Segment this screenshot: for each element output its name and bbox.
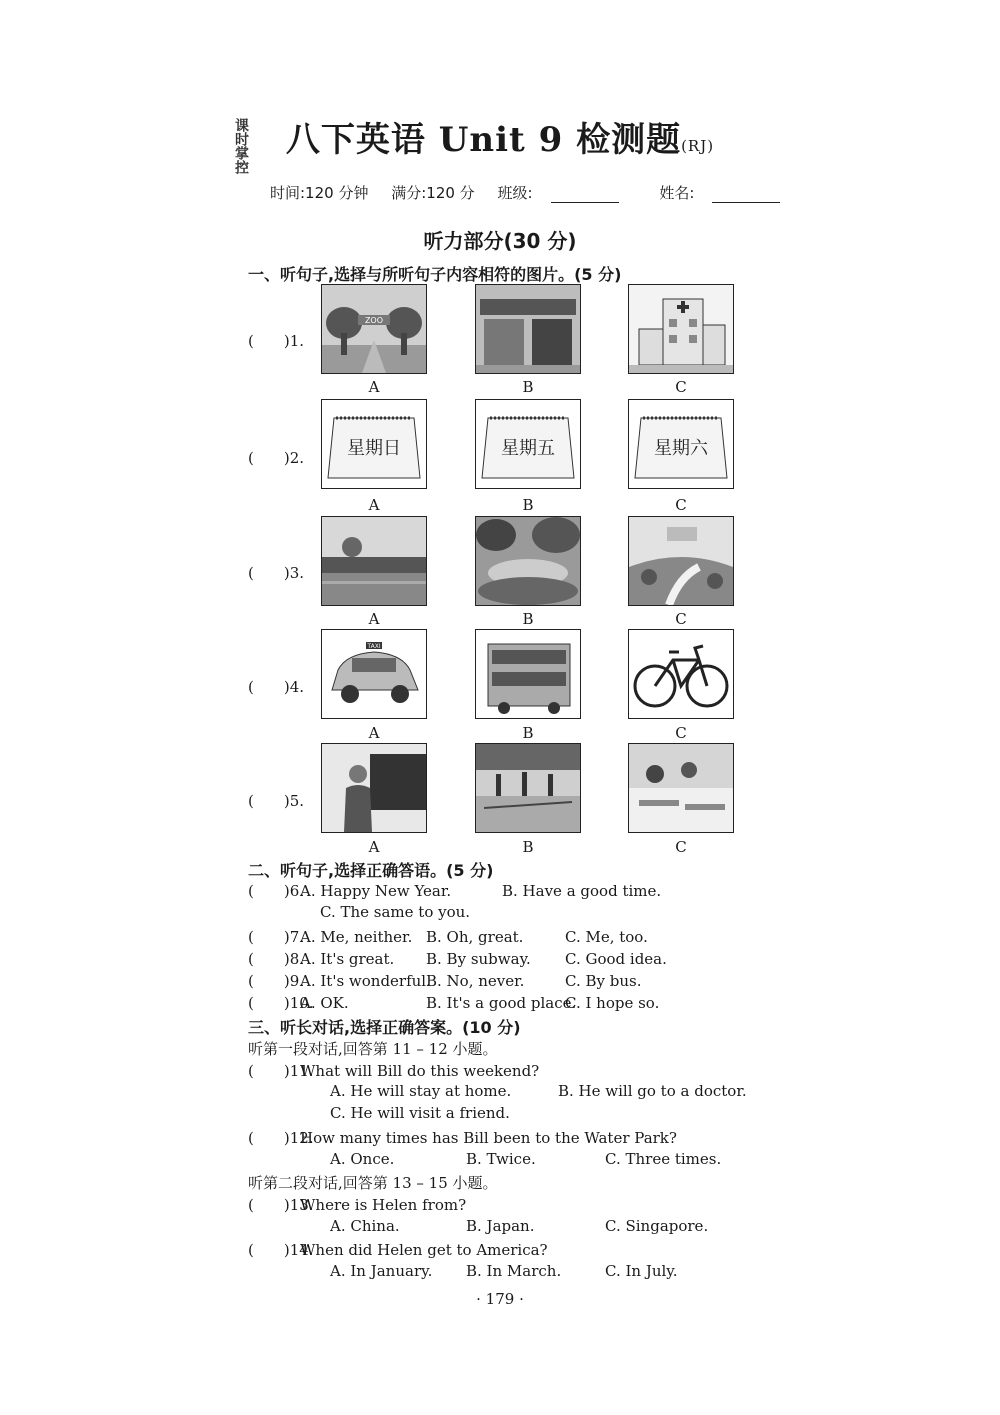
question-11-option-c[interactable]: C. He will visit a friend.	[330, 1104, 510, 1122]
question-9	[248, 970, 641, 991]
part1-heading: 一、听句子,选择与所听句子内容相符的图片。(5 分)	[248, 265, 622, 284]
listening-section-title: 听力部分(30 分)	[423, 229, 577, 253]
taxi-sign: TAXI	[367, 643, 381, 650]
question-9-option-a[interactable]: A. It's wonderful.	[300, 972, 431, 990]
classroom-image[interactable]	[628, 743, 734, 833]
question-13-option-a[interactable]: A. China.	[330, 1217, 400, 1235]
question-7-num: ( )7.	[248, 928, 305, 946]
option-letter-b: B	[522, 496, 534, 514]
question-9-num: ( )9.	[248, 972, 305, 990]
zoo-sign: ZOO	[364, 316, 384, 325]
hospital-image[interactable]	[628, 284, 734, 374]
question-14-option-a[interactable]: A. In January.	[330, 1262, 433, 1280]
question-11-options	[330, 1082, 747, 1100]
question-14-num: ( )14.	[248, 1241, 314, 1259]
question-13-options	[330, 1217, 708, 1235]
option-letter-b: B	[522, 838, 534, 856]
option-letter-c: C	[675, 724, 687, 742]
calendar-saturday-text: 星期六	[654, 438, 708, 459]
option-letter-a: A	[368, 610, 380, 628]
question-14-options	[330, 1262, 678, 1280]
option-letter-a: A	[368, 378, 380, 396]
class-blank[interactable]	[551, 188, 619, 203]
bicycle-image[interactable]	[628, 629, 734, 719]
question-7	[248, 926, 648, 947]
option-letter-c: C	[675, 496, 687, 514]
question-5-label: ( )5.	[248, 792, 305, 810]
dialog1-intro: 听第一段对话,回答第 11 – 12 小题。	[248, 1040, 498, 1058]
calendar-saturday[interactable]	[628, 399, 734, 489]
dialog2-intro: 听第二段对话,回答第 13 – 15 小题。	[248, 1174, 498, 1192]
option-letter-a: A	[368, 838, 380, 856]
bus-image[interactable]	[475, 629, 581, 719]
zoo-image[interactable]	[321, 284, 427, 374]
question-3-label: ( )3.	[248, 564, 305, 582]
question-12-option-b[interactable]: B. Twice.	[466, 1150, 536, 1168]
question-9-option-c[interactable]: C. By bus.	[565, 972, 642, 990]
question-14-option-c[interactable]: C. In July.	[605, 1262, 678, 1280]
question-12-option-a[interactable]: A. Once.	[330, 1150, 395, 1168]
question-12-text: How many times has Bill been to the Water Park?	[300, 1129, 677, 1147]
question-4-label: ( )4.	[248, 678, 305, 696]
question-10-option-a[interactable]: A. OK.	[300, 994, 349, 1012]
question-1-label: ( )1.	[248, 332, 305, 350]
amusement-park-image[interactable]	[628, 516, 734, 606]
time-info: 时间:120 分钟	[270, 184, 369, 202]
option-letter-b: B	[522, 378, 534, 396]
option-letter-a: A	[368, 724, 380, 742]
title-text: 八下英语 Unit 9 检测题	[285, 120, 682, 160]
question-13-option-b[interactable]: B. Japan.	[466, 1217, 535, 1235]
question-13-option-c[interactable]: C. Singapore.	[605, 1217, 709, 1235]
calendar-friday[interactable]	[475, 399, 581, 489]
question-11	[248, 1060, 539, 1081]
question-12-option-c[interactable]: C. Three times.	[605, 1150, 722, 1168]
option-letter-c: C	[675, 378, 687, 396]
question-2-label: ( )2.	[248, 449, 305, 467]
calendar-sunday-text: 星期日	[347, 438, 401, 459]
name-blank[interactable]	[712, 188, 780, 203]
question-8-option-a[interactable]: A. It's great.	[300, 950, 395, 968]
question-8-option-c[interactable]: C. Good idea.	[565, 950, 667, 968]
part2-heading: 二、听句子,选择正确答语。(5 分)	[248, 861, 494, 880]
playground-image[interactable]	[475, 743, 581, 833]
question-8	[248, 948, 667, 969]
question-6-num: ( )6.	[248, 882, 305, 900]
question-10	[248, 992, 659, 1013]
question-14-option-b[interactable]: B. In March.	[466, 1262, 562, 1280]
question-8-num: ( )8.	[248, 950, 305, 968]
score-info: 满分:120 分	[391, 184, 475, 202]
option-letter-c: C	[675, 838, 687, 856]
page-number: · 179 ·	[476, 1290, 524, 1308]
part3-heading: 三、听长对话,选择正确答案。(10 分)	[248, 1018, 521, 1037]
question-12-num: ( )12.	[248, 1129, 314, 1147]
question-6-option-b[interactable]: B. Have a good time.	[502, 882, 662, 900]
question-7-option-a[interactable]: A. Me, neither.	[300, 928, 413, 946]
option-letter-b: B	[522, 610, 534, 628]
question-11-num: ( )11.	[248, 1062, 314, 1080]
question-14	[248, 1239, 548, 1260]
teacher-image[interactable]	[321, 743, 427, 833]
question-12	[248, 1127, 677, 1148]
question-11-text: What will Bill do this weekend?	[300, 1062, 540, 1080]
question-13-num: ( )13.	[248, 1196, 314, 1214]
taxi-image[interactable]	[321, 629, 427, 719]
question-13-text: Where is Helen from?	[300, 1196, 467, 1214]
option-letter-c: C	[675, 610, 687, 628]
question-11-option-b[interactable]: B. He will go to a doctor.	[558, 1082, 747, 1100]
question-6-option-c[interactable]: C. The same to you.	[320, 903, 471, 921]
question-9-option-b[interactable]: B. No, never.	[426, 972, 525, 990]
garden-image[interactable]	[475, 516, 581, 606]
page-title	[0, 112, 1000, 161]
title-suffix: (RJ)	[681, 137, 715, 155]
exam-meta	[270, 182, 816, 203]
question-12-options	[330, 1150, 721, 1168]
lake-image[interactable]	[321, 516, 427, 606]
question-10-option-b[interactable]: B. It's a good place.	[426, 994, 577, 1012]
question-10-num: ( )10.	[248, 994, 314, 1012]
option-letter-b: B	[522, 724, 534, 742]
calendar-sunday[interactable]	[321, 399, 427, 489]
post-office-image[interactable]	[475, 284, 581, 374]
question-7-option-b[interactable]: B. Oh, great.	[426, 928, 524, 946]
side-label: 课时掌控	[233, 118, 249, 174]
question-6	[248, 880, 661, 901]
question-14-text: When did Helen get to America?	[300, 1241, 548, 1259]
question-6-option-a[interactable]: A. Happy New Year.	[300, 882, 452, 900]
calendar-friday-text: 星期五	[501, 438, 555, 459]
class-label: 班级:	[497, 184, 533, 202]
question-11-option-a[interactable]: A. He will stay at home.	[330, 1082, 512, 1100]
question-13	[248, 1194, 466, 1215]
question-8-option-b[interactable]: B. By subway.	[426, 950, 531, 968]
question-10-option-c[interactable]: C. I hope so.	[565, 994, 660, 1012]
option-letter-a: A	[368, 496, 380, 514]
question-7-option-c[interactable]: C. Me, too.	[565, 928, 648, 946]
name-label: 姓名:	[659, 184, 695, 202]
